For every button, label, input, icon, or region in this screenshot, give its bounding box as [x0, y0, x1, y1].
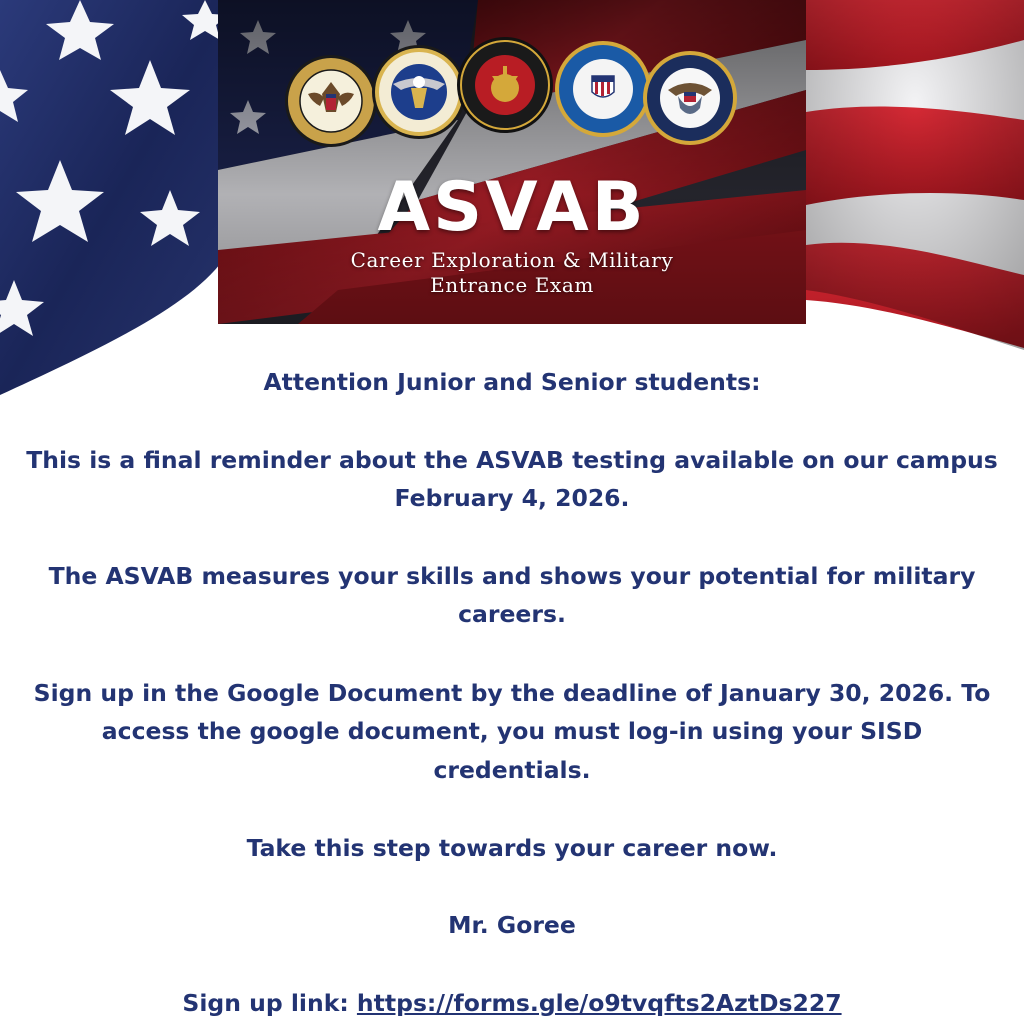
- signup-link[interactable]: https://forms.gle/o9tvqfts2AztDs227: [356, 989, 842, 1017]
- call-to-action: Take this step towards your career now.: [246, 834, 778, 862]
- measures-line1: The ASVAB measures your skills and shows your potential for military: [48, 562, 976, 590]
- greeting: Attention Junior and Senior students:: [263, 368, 761, 396]
- signup-link-label: Sign up link:: [182, 989, 357, 1017]
- signup-link-line: [0, 984, 1024, 1022]
- signature: Mr. Goree: [448, 911, 576, 939]
- coast-guard-seal: [554, 40, 652, 138]
- measures-line2: careers.: [458, 600, 566, 628]
- asvab-subtitle-line1: Career Exploration & Military: [350, 248, 674, 272]
- navy-seal: [642, 50, 738, 146]
- signup-line3: credentials.: [433, 756, 591, 784]
- asvab-banner: [218, 0, 806, 324]
- marine-corps-seal: [456, 36, 554, 134]
- reminder-line1: This is a final reminder about the ASVAB testing available on our campus: [26, 446, 998, 474]
- reminder-line2: February 4, 2026.: [394, 484, 630, 512]
- army-seal: [284, 54, 378, 148]
- asvab-subtitle-line2: Entrance Exam: [430, 273, 594, 297]
- asvab-title: ASVAB: [377, 168, 647, 247]
- air-force-seal: [371, 44, 467, 140]
- signup-line1: Sign up in the Google Document by the deadline of January 30, 2026. To: [33, 679, 991, 707]
- signup-line2: access the google document, you must log-in using your SISD: [101, 717, 923, 745]
